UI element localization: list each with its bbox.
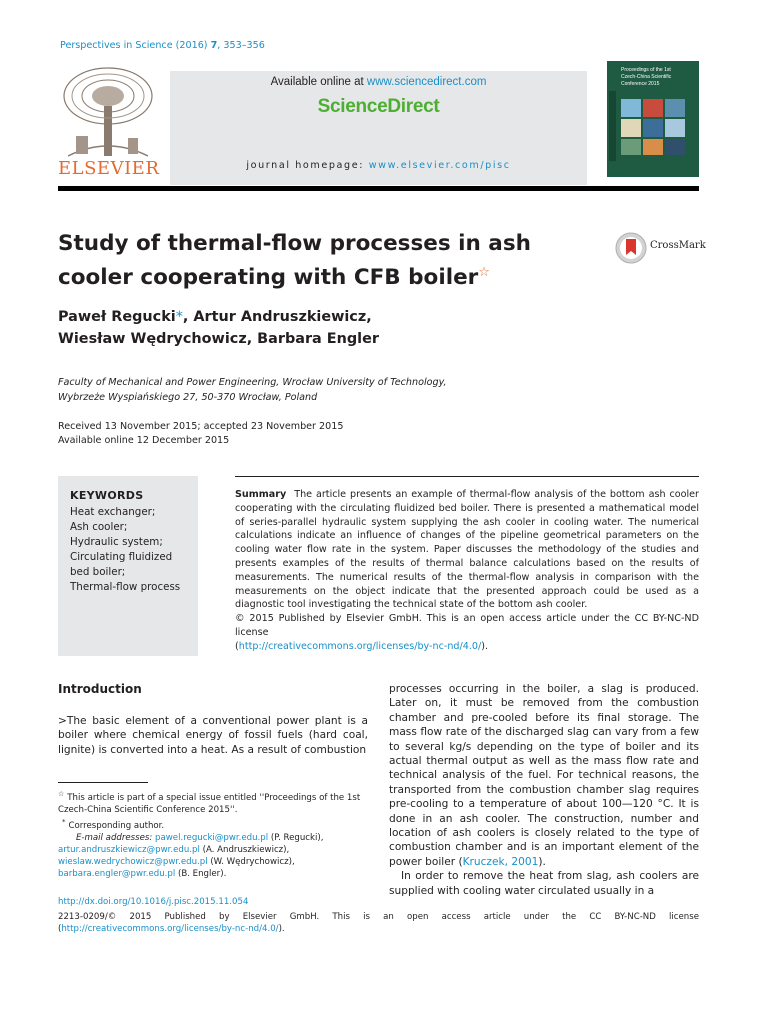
- summary-lead: Summary: [235, 489, 287, 500]
- footnotes: ☆ This article is part of a special issue entitled ''Proceedings of the 1st Czech-China Scientific Conference 2015''. * Corresponding author. E-mail addresses: pawel.regucki@pwr.edu.pl (P. Regucki), artur.andruszkiewicz@pwr.edu.pl (A. Andruszkiewicz), wieslaw.wedrychowicz@pwr.edu.pl (W. Wędrychowicz), barbara.engler@pwr.edu.pl (B. Engler).: [58, 788, 368, 880]
- summary-license-link[interactable]: http://creativecommons.org/licenses/by-nc-nd/4.0/: [238, 640, 482, 652]
- keyword-item: Heat exchanger;: [70, 506, 156, 518]
- email-link[interactable]: wieslaw.wedrychowicz@pwr.edu.pl: [58, 856, 208, 867]
- cover-title-line-2: Czech-China Scientific: [621, 74, 672, 80]
- article-title: Study of thermal-flow processes in ash cooler cooperating with CFB boiler☆: [58, 231, 531, 291]
- journal-cover-image[interactable]: [607, 61, 699, 177]
- elsevier-wordmark: ELSEVIER: [58, 158, 160, 179]
- affiliation: Faculty of Mechanical and Power Engineering, Wrocław University of Technology, Wybrzeże Wyspiańskiego 27, 50-370 Wrocław, Poland: [58, 377, 447, 403]
- available-online-line: Available online at www.sciencedirect.com: [270, 76, 487, 88]
- footer-license-line: 2213-0209/© 2015 Published by Elsevier GmbH. This is an open access article under the CC BY-NC-ND license: [58, 912, 699, 922]
- available-online-date: Available online 12 December 2015: [58, 435, 230, 446]
- keywords-heading: KEYWORDS: [70, 489, 144, 502]
- author-list: Paweł Regucki*, Artur Andruszkiewicz, Wiesław Wędrychowicz, Barbara Engler: [58, 309, 379, 347]
- article-dates: [58, 420, 343, 448]
- footnote-rule: [58, 782, 148, 783]
- journal-citation: Perspectives in Science (2016) 7, 353–356: [60, 40, 265, 51]
- journal-homepage-line: journal homepage: www.elsevier.com/pisc: [246, 160, 511, 171]
- keyword-item: Hydraulic system;: [70, 536, 163, 548]
- corresponding-author-mark[interactable]: *: [175, 309, 183, 325]
- title-footnote-star[interactable]: ☆: [478, 265, 490, 280]
- summary-rule: [235, 476, 699, 477]
- intro-paragraph: In order to remove the heat from slag, ash coolers are supplied with cooling water circulated usually in a: [389, 870, 699, 897]
- summary-abstract: Summary The article presents an example of thermal-flow analysis of the bottom ash cooler cooperating with the circulating fluidized bed boiler. There is presented a mathematical model of series-parallel hydraulic system supplying the ash cooler in cooling water. The numerical calculations indicate an influence of changes of the pipeline geometrical parameters on the cooling water flow rate in the system. Paper discusses the methodology of the studies and presents examples of the results of thermal balance calculations based on the results of measurements. The numerical results of the thermal-flow analysis in comparison with the measurements on the object indicate that the presented approach could be used as a diagnostic tool investigating the technical state of the bottom ash cooler. © 2015 Published by Elsevier GmbH. This is an open access article under the CC BY-NC-ND license (http://creativecommons.org/licenses/by-nc-nd/4.0/).: [235, 489, 699, 652]
- received-date: Received 13 November 2015; accepted 23 November 2015: [58, 421, 344, 432]
- journal-homepage-link[interactable]: www.elsevier.com/pisc: [368, 160, 511, 171]
- email-link[interactable]: artur.andruszkiewicz@pwr.edu.pl: [58, 844, 200, 855]
- keyword-item: Thermal-flow process: [70, 581, 181, 593]
- keyword-item: Circulating fluidized: [70, 551, 173, 563]
- introduction-heading: Introduction: [58, 682, 142, 696]
- doi-link[interactable]: http://dx.doi.org/10.1016/j.pisc.2015.11.054: [58, 897, 249, 907]
- keywords-box: [58, 476, 198, 656]
- footnote-emails: E-mail addresses: pawel.regucki@pwr.edu.pl (P. Regucki),: [76, 832, 324, 843]
- keyword-item: bed boiler;: [70, 566, 126, 578]
- footnote-special-issue: ☆ This article is part of a special issue entitled ''Proceedings of the 1st Czech-China Scientific Conference 2015''.: [58, 790, 361, 815]
- reference-kruczek-link[interactable]: Kruczek, 2001: [462, 855, 539, 868]
- cover-title-line-1: Proceedings of the 1st: [621, 67, 671, 73]
- footer-license-link[interactable]: http://creativecommons.org/licenses/by-nc-nd/4.0/: [61, 924, 279, 934]
- introduction-left-column: >The basic element of a conventional power plant is a boiler where chemical energy of fossil fuels (hard coal, lignite) is converted into a heat. As a result of combustion: [58, 715, 368, 756]
- footer-license-url-line: (http://creativecommons.org/licenses/by-nc-nd/4.0/).: [58, 924, 285, 934]
- crossmark-icon: [614, 231, 648, 265]
- intro-paragraph: processes occurring in the boiler, a slag is produced. Later on, it must be removed from the combustion chamber and pre-cooled before its final storage. The mass flow rate of the discharged slag can vary from a few to several kg/s depending on the type of boiler and its actual thermal output as well as the mass flow rate and technical analysis of the fuel. For technical reasons, the transported from the combustion chamber slag requires pre-cooling to a temperature of about 100—120 °C. It is done in an ash cooler. The construction, number and location of ash coolers is closely related to the type of combustion chamber and is an important element of the power boiler (Kruczek, 2001).: [389, 683, 699, 868]
- header-rule: [58, 186, 699, 191]
- crossmark-badge[interactable]: [614, 229, 714, 269]
- footnote-corresponding: * Corresponding author.: [62, 817, 165, 831]
- summary-copyright: © 2015 Published by Elsevier GmbH. This is an open access article under the CC BY-NC-ND license: [235, 613, 699, 638]
- keyword-item: Ash cooler;: [70, 521, 128, 533]
- introduction-right-column: [389, 682, 699, 898]
- summary-text: The article presents an example of thermal-flow analysis of the bottom ash cooler cooperating with the circulating fluidized bed boiler. There is presented a mathematical model of series-parallel hydraulic system supplying the ash cooler in cooling water. The numerical calculations indicate an influence of changes of the pipeline geometrical parameters on the cooling water flow rate in the system. Paper discusses the methodology of the studies and presents examples of the results of thermal balance calculations based on the results of measurements. The numerical results of the thermal-flow analysis in comparison with the measurements on the object indicate that the presented approach could be used as a diagnostic tool investigating the technical state of the bottom ash cooler.: [235, 489, 699, 611]
- email-link[interactable]: pawel.regucki@pwr.edu.pl: [155, 832, 269, 843]
- cover-title-line-3: Conference 2015: [621, 81, 660, 87]
- sciencedirect-logo: ScienceDirect: [317, 96, 440, 117]
- sciencedirect-link[interactable]: www.sciencedirect.com: [366, 76, 487, 88]
- crossmark-label: CrossMark: [650, 240, 706, 251]
- email-link[interactable]: barbara.engler@pwr.edu.pl: [58, 868, 176, 879]
